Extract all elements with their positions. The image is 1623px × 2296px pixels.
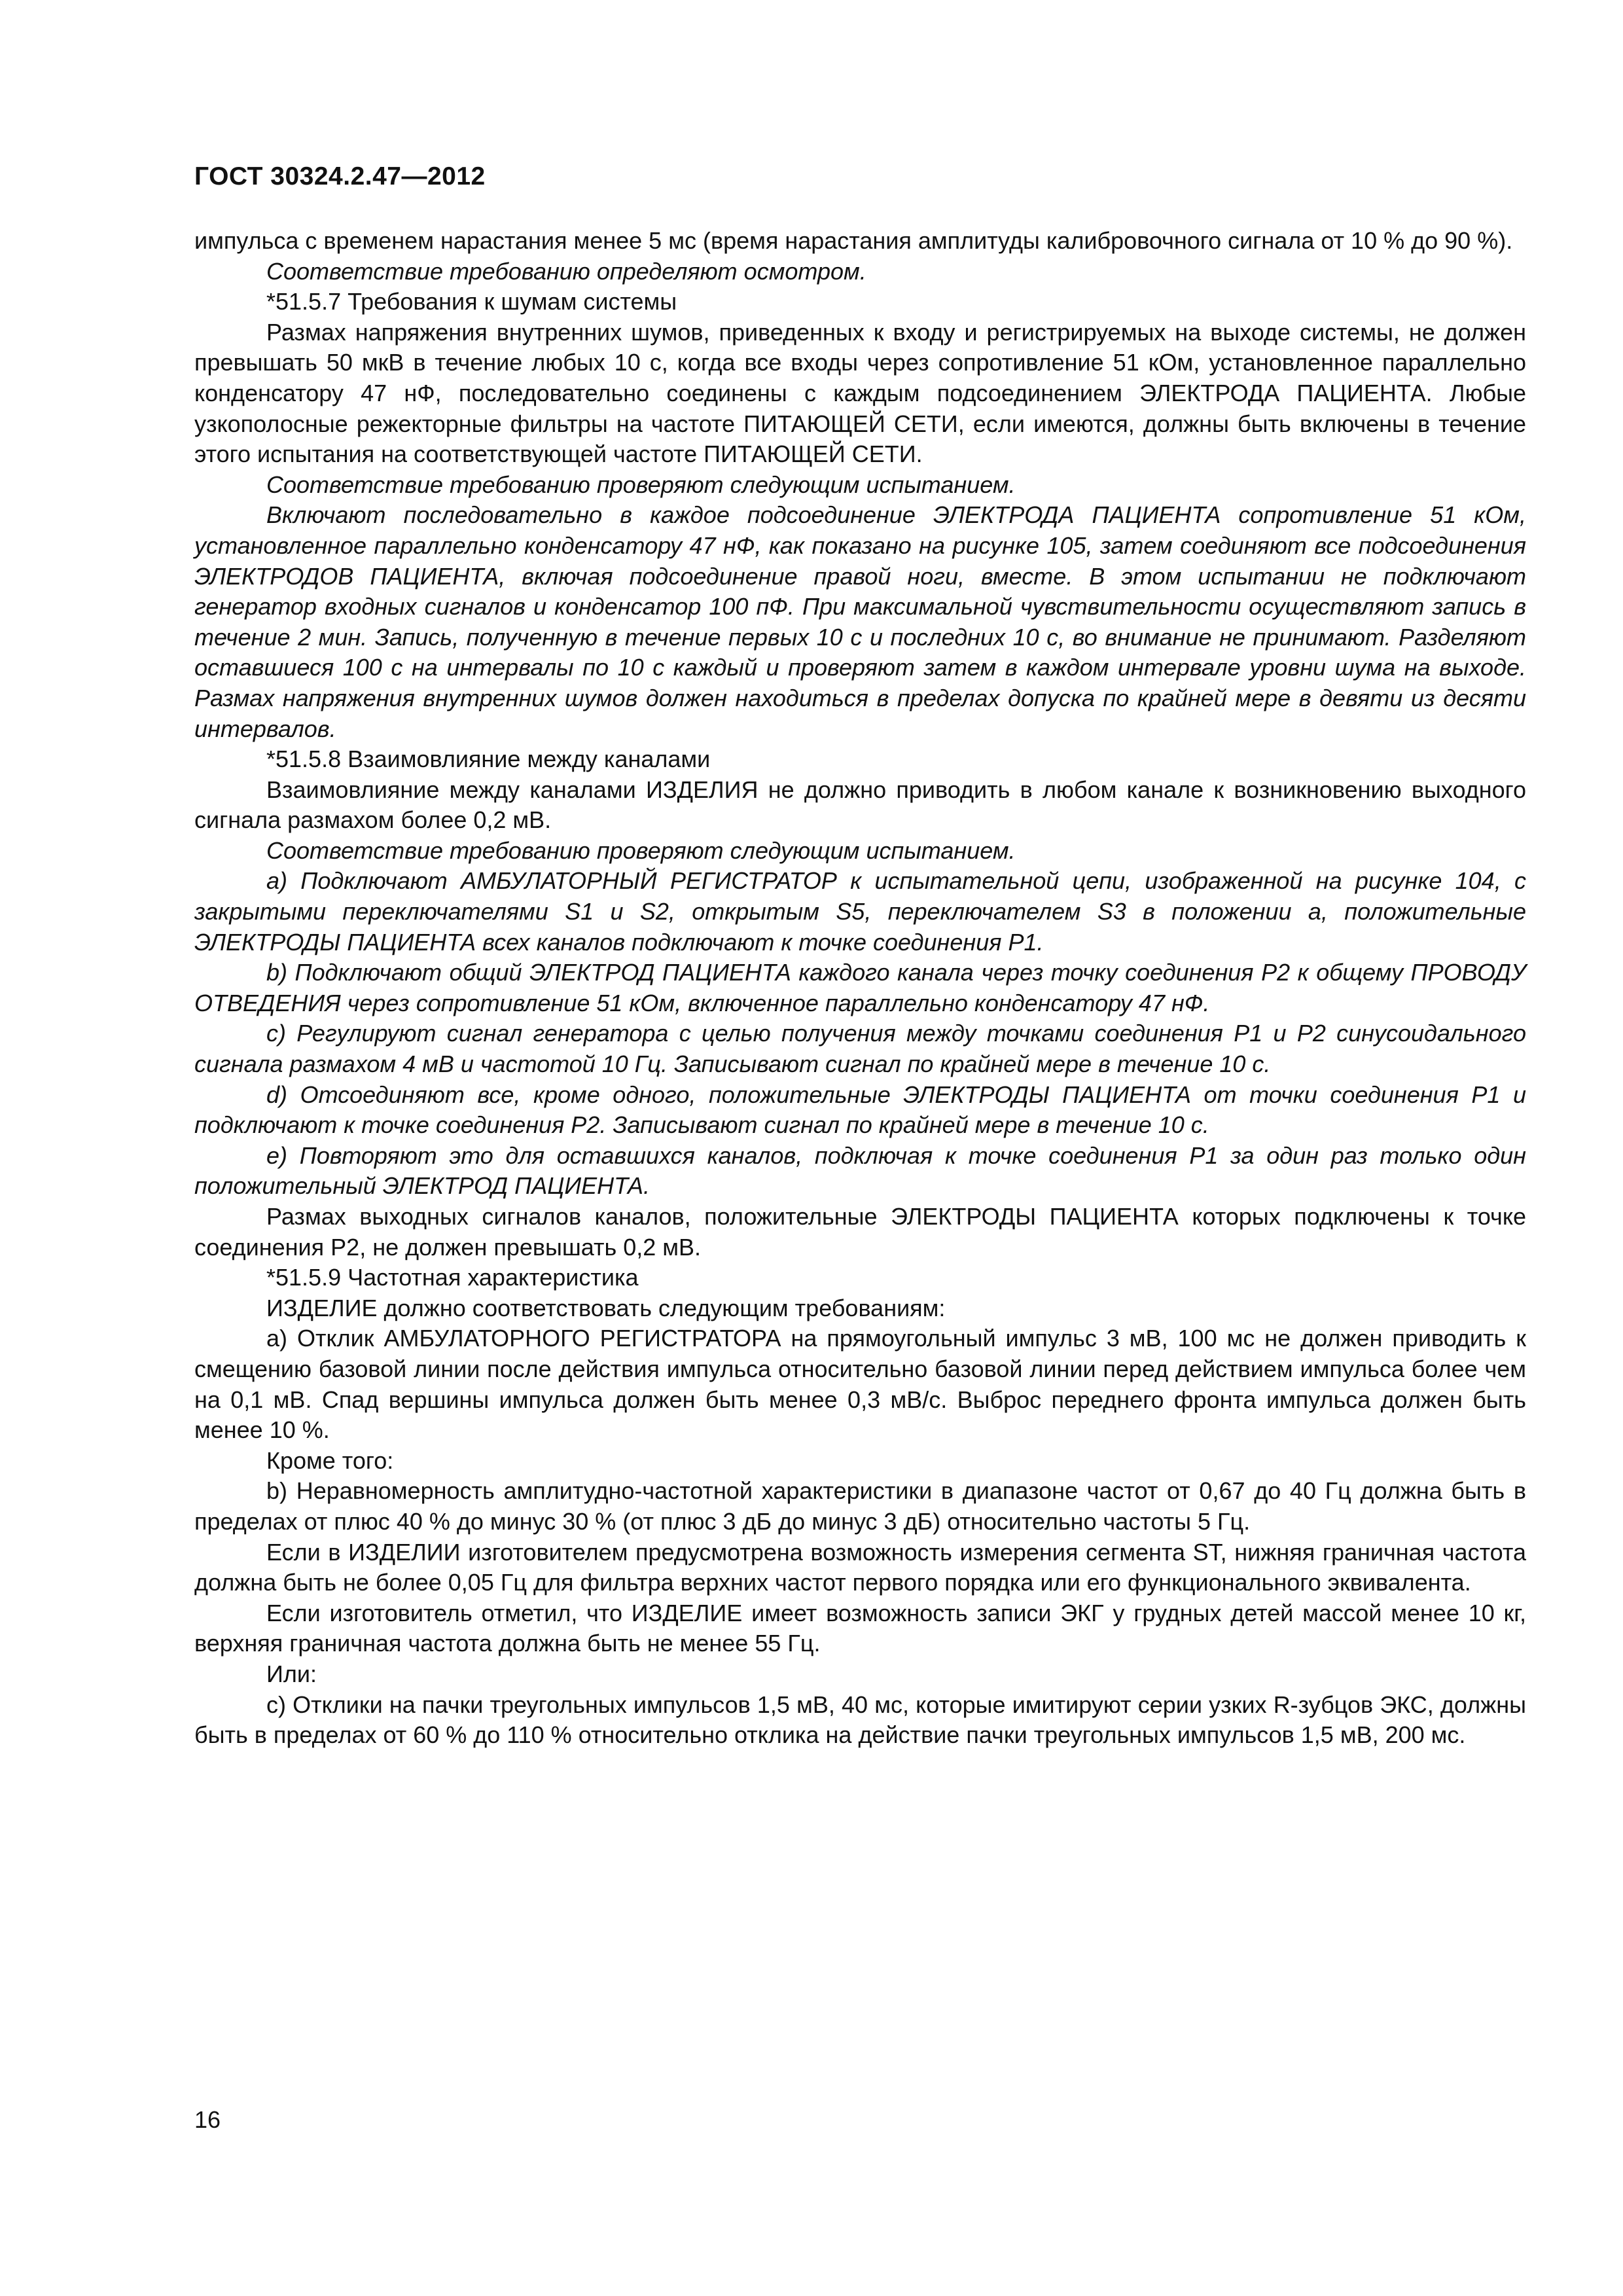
body-paragraph: b) Подключают общий ЭЛЕКТРОД ПАЦИЕНТА каждого канала через точку соединения Р2 к общему ПРОВОДУ ОТВЕДЕНИЯ через сопротивление 51 кОм, включенное параллельно конденсатору 47 нФ.	[194, 959, 1526, 1016]
standard-code-header: ГОСТ 30324.2.47—2012	[194, 162, 486, 190]
body-paragraph: *51.5.9 Частотная характеристика	[266, 1264, 639, 1291]
body-paragraph: Соответствие требованию определяют осмотром.	[266, 257, 866, 285]
body-paragraph: Соответствие требованию проверяют следующим испытанием.	[266, 471, 1016, 498]
body-paragraph: Взаимовлияние между каналами ИЗДЕЛИЯ не должно приводить в любом канале к возникновению выходного сигнала размахом более 0,2 мВ.	[194, 776, 1526, 834]
body-paragraph: d) Отсоединяют все, кроме одного, положительные ЭЛЕКТРОДЫ ПАЦИЕНТА от точки соединения Р1 и подключают к точке соединения Р2. Записывают сигнал по крайней мере в течение 10 с.	[194, 1081, 1526, 1139]
body-paragraph: е) Повторяют это для оставшихся каналов, подключая к точке соединения Р1 за один раз только один положительный ЭЛЕКТРОД ПАЦИЕНТА.	[194, 1141, 1526, 1200]
body-paragraph: ИЗДЕЛИЕ должно соответствовать следующим требованиям:	[266, 1294, 946, 1321]
body-paragraph: а) Подключают АМБУЛАТОРНЫЙ РЕГИСТРАТОР к испытательной цепи, изображенной на рисунке 104, с закрытыми переключателями S1 и S2, открытым S5, переключателем S3 в положении а, положительные ЭЛЕКТРОДЫ ПАЦИЕНТА всех каналов подключают к точке соединения Р1.	[194, 867, 1526, 956]
body-paragraph: Включают последовательно в каждое подсоединение ЭЛЕКТРОДА ПАЦИЕНТА сопротивление 51 кОм, установленное параллельно конденсатору 47 нФ, как показано на рисунке 105, затем соединяют все подсоединения ЭЛЕКТРОДОВ ПАЦИЕНТА, включая подсоединение правой ноги, вместе. В этом испытании не подключают генератор входных сигналов и конденсатор 100 пФ. При максимальной чувствительности осуществляют запись в течение 2 мин. Запись, полученную в течение первых 10 с и последних 10 с, во внимание не принимают. Разделяют оставшиеся 100 с на интервалы по 10 с каждый и проверяют затем в каждом интервале уровни шума на выходе. Размах напряжения внутренних шумов должен находиться в пределах допуска по крайней мере в девяти из десяти интервалов.	[194, 501, 1526, 742]
body-paragraph: *51.5.7 Требования к шумам системы	[266, 288, 677, 315]
body-paragraph: Если изготовитель отметил, что ИЗДЕЛИЕ имеет возможность записи ЭКГ у грудных детей массой менее 10 кг, верхняя граничная частота должна быть не менее 55 Гц.	[194, 1599, 1526, 1657]
body-paragraph: Размах выходных сигналов каналов, положительные ЭЛЕКТРОДЫ ПАЦИЕНТА которых подключены к точке соединения Р2, не должен превышать 0,2 мВ.	[194, 1203, 1526, 1261]
body-paragraph: импульса с временем нарастания менее 5 мс (время нарастания амплитуды калибровочного сигнала от 10 % до 90 %).	[194, 227, 1513, 254]
body-paragraph: Кроме того:	[266, 1446, 394, 1474]
document-body	[194, 226, 1526, 1751]
body-paragraph: Или:	[266, 1660, 317, 1687]
body-paragraph: Размах напряжения внутренних шумов, приведенных к входу и регистрируемых на выходе системы, не должен превышать 50 мкВ в течение любых 10 с, когда все входы через сопротивление 51 кОм, установленное параллельно конденсатору 47 нФ, последовательно соединены с каждым подсоединением ЭЛЕКТРОДА ПАЦИЕНТА. Любые узкополосные режекторные фильтры на частоте ПИТАЮЩЕЙ СЕТИ, если имеются, должны быть включены в течение этого испытания на соответствующей частоте ПИТАЮЩЕЙ СЕТИ.	[194, 318, 1526, 468]
body-paragraph: *51.5.8 Взаимовлияние между каналами	[266, 745, 711, 773]
page-number: 16	[194, 2106, 221, 2133]
document-page	[194, 0, 1526, 2296]
body-paragraph: Соответствие требованию проверяют следующим испытанием.	[266, 836, 1016, 864]
body-paragraph: b) Неравномерность амплитудно-частотной характеристики в диапазоне частот от 0,67 до 40 Гц должна быть в пределах от плюс 40 % до минус 30 % (от плюс 3 дБ до минус 3 дБ) относительно частоты 5 Гц.	[194, 1477, 1526, 1535]
body-paragraph: с) Отклики на пачки треугольных импульсов 1,5 мВ, 40 мс, которые имитируют серии узких R-зубцов ЭКС, должны быть в пределах от 60 % до 110 % относительно отклика на действие пачки треугольных импульсов 1,5 мВ, 200 мс.	[194, 1691, 1526, 1749]
body-paragraph: с) Регулируют сигнал генератора с целью получения между точками соединения Р1 и Р2 синусоидального сигнала размахом 4 мВ и частотой 10 Гц. Записывают сигнал по крайней мере в течение 10 с.	[194, 1020, 1526, 1078]
body-paragraph: Если в ИЗДЕЛИИ изготовителем предусмотрена возможность измерения сегмента ST, нижняя граничная частота должна быть не более 0,05 Гц для фильтра верхних частот первого порядка или его функционального эквивалента.	[194, 1538, 1526, 1596]
body-paragraph: а) Отклик АМБУЛАТОРНОГО РЕГИСТРАТОРА на прямоугольный импульс 3 мВ, 100 мс не должен приводить к смещению базовой линии после действия импульса относительно базовой линии перед действием импульса более чем на 0,1 мВ. Спад вершины импульса должен быть менее 0,3 мВ/с. Выброс переднего фронта импульса должен быть менее 10 %.	[194, 1325, 1526, 1444]
